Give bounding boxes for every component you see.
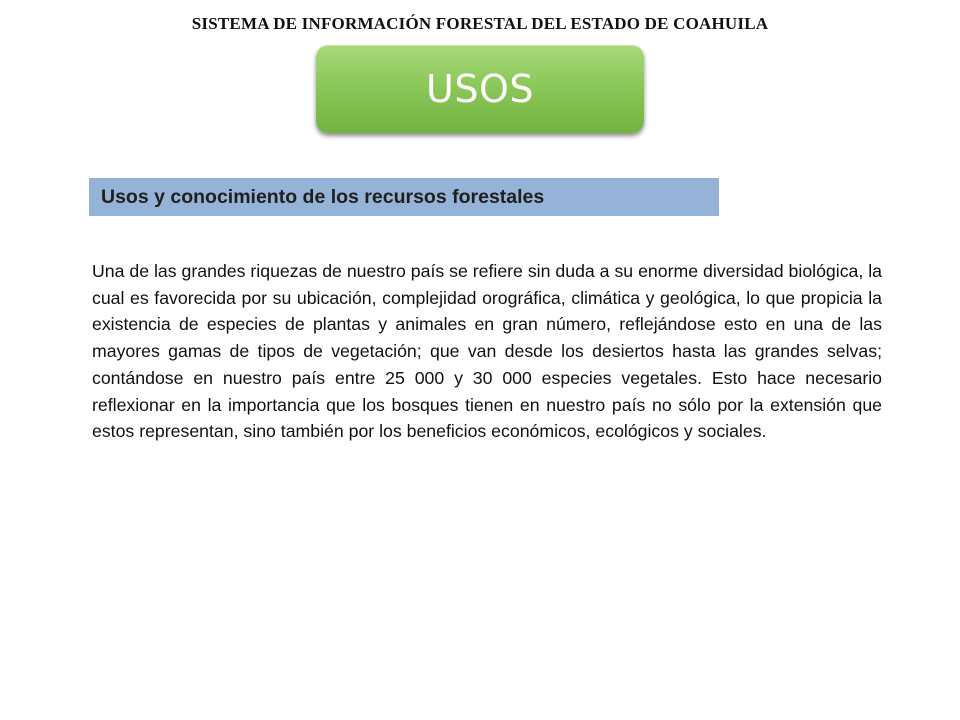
section-heading: Usos y conocimiento de los recursos forestales [89, 178, 719, 216]
body-paragraph: Una de las grandes riquezas de nuestro país se refiere sin duda a su enorme diversidad biológica, la cual es favorecida por su ubicación, complejidad orográfica, climática y geológica, lo que propicia la existencia de especies de plantas y animales en gran número, reflejándose esto en una de las mayores gamas de tipos de vegetación; que van desde los desiertos hasta las grandes selvas; contándose en nuestro país entre 25 000 y 30 000 especies vegetales. Esto hace necesario reflexionar en la importancia que los bosques tienen en nuestro país no sólo por la extensión que estos representan, sino también por los beneficios económicos, ecológicos y sociales. [92, 261, 882, 442]
usos-button-label: USOS [426, 67, 534, 111]
usos-button[interactable] [316, 45, 644, 133]
page-header-title: SISTEMA DE INFORMACIÓN FORESTAL DEL ESTADO DE COAHUILA [191, 14, 769, 33]
